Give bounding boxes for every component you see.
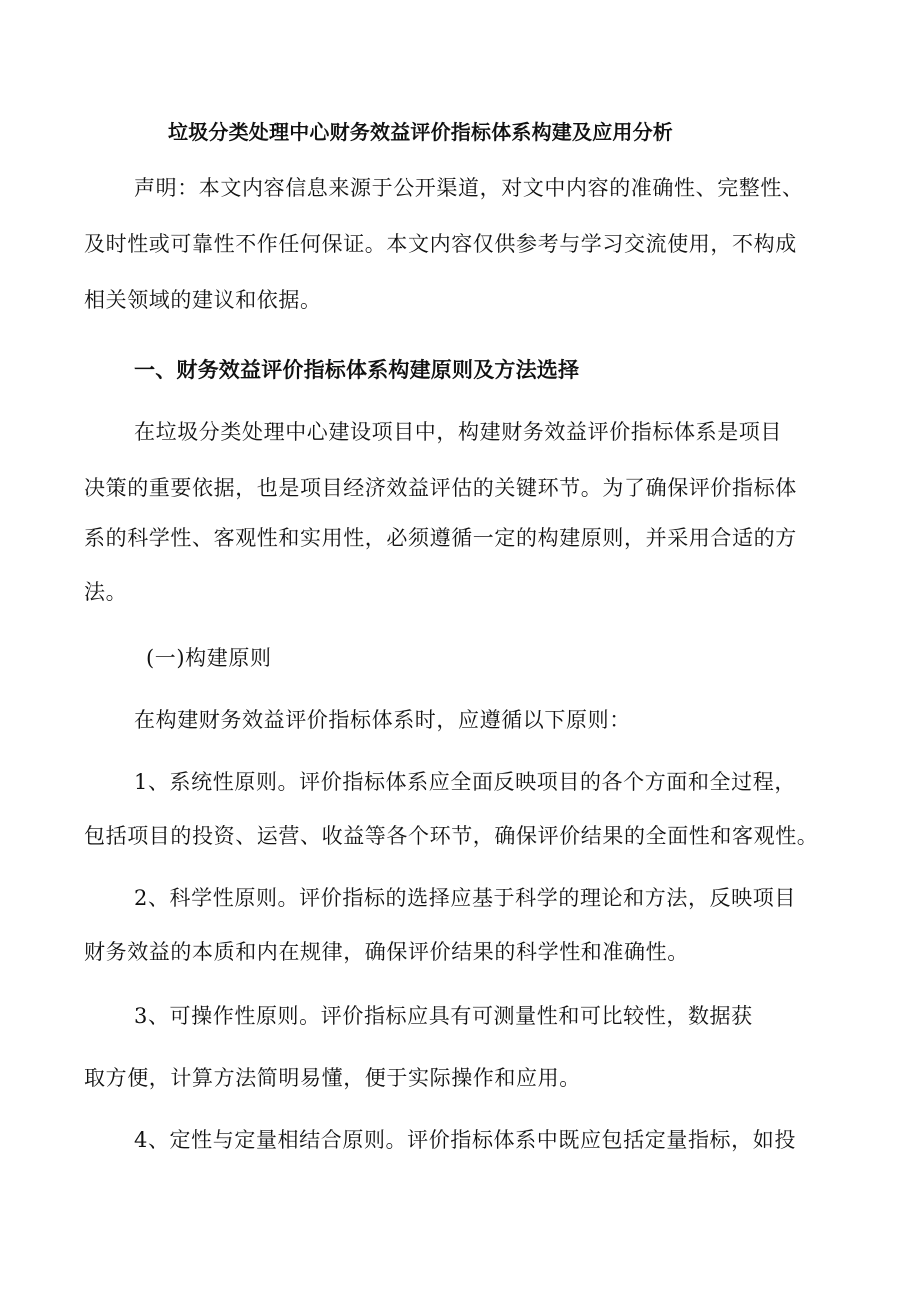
intro-line-4: 法。 [84,580,128,604]
principles-intro: 在构建财务效益评价指标体系时，应遵循以下原则： [134,708,631,732]
principle-4-line-1: 4、定性与定量相结合原则。评价指标体系中既应包括定量指标，如投 [134,1128,796,1152]
document-title: 垃圾分类处理中心财务效益评价指标体系构建及应用分析 [168,120,673,144]
section-heading: 一、财务效益评价指标体系构建原则及方法选择 [134,358,580,382]
intro-line-3: 系的科学性、客观性和实用性，必须遵循一定的构建原则，并采用合适的方 [84,526,797,550]
intro-line-1: 在垃圾分类处理中心建设项目中，构建财务效益评价指标体系是项目 [134,420,782,444]
principle-1-line-2: 包括项目的投资、运营、收益等各个环节，确保评价结果的全面性和客观性。 [84,824,819,848]
subsection-heading: (一)构建原则 [146,646,272,670]
principle-3-line-1: 3、可操作性原则。评价指标应具有可测量性和可比较性，数据获 [134,1004,753,1028]
disclaimer-line-3: 相关领域的建议和依据。 [84,288,322,312]
principle-3-line-2: 取方便，计算方法简明易懂，便于实际操作和应用。 [84,1066,581,1090]
principle-1-line-1: 1、系统性原则。评价指标体系应全面反映项目的各个方面和全过程， [134,770,796,794]
intro-line-2: 决策的重要依据，也是项目经济效益评估的关键环节。为了确保评价指标体 [84,476,797,500]
principle-2-line-2: 财务效益的本质和内在规律，确保评价结果的科学性和准确性。 [84,940,689,964]
principle-2-line-1: 2、科学性原则。评价指标的选择应基于科学的理论和方法，反映项目 [134,886,796,910]
disclaimer-line-2: 及时性或可靠性不作任何保证。本文内容仅供参考与学习交流使用，不构成 [84,232,797,256]
disclaimer-line-1: 声明：本文内容信息来源于公开渠道，对文中内容的准确性、完整性、 [134,176,804,200]
